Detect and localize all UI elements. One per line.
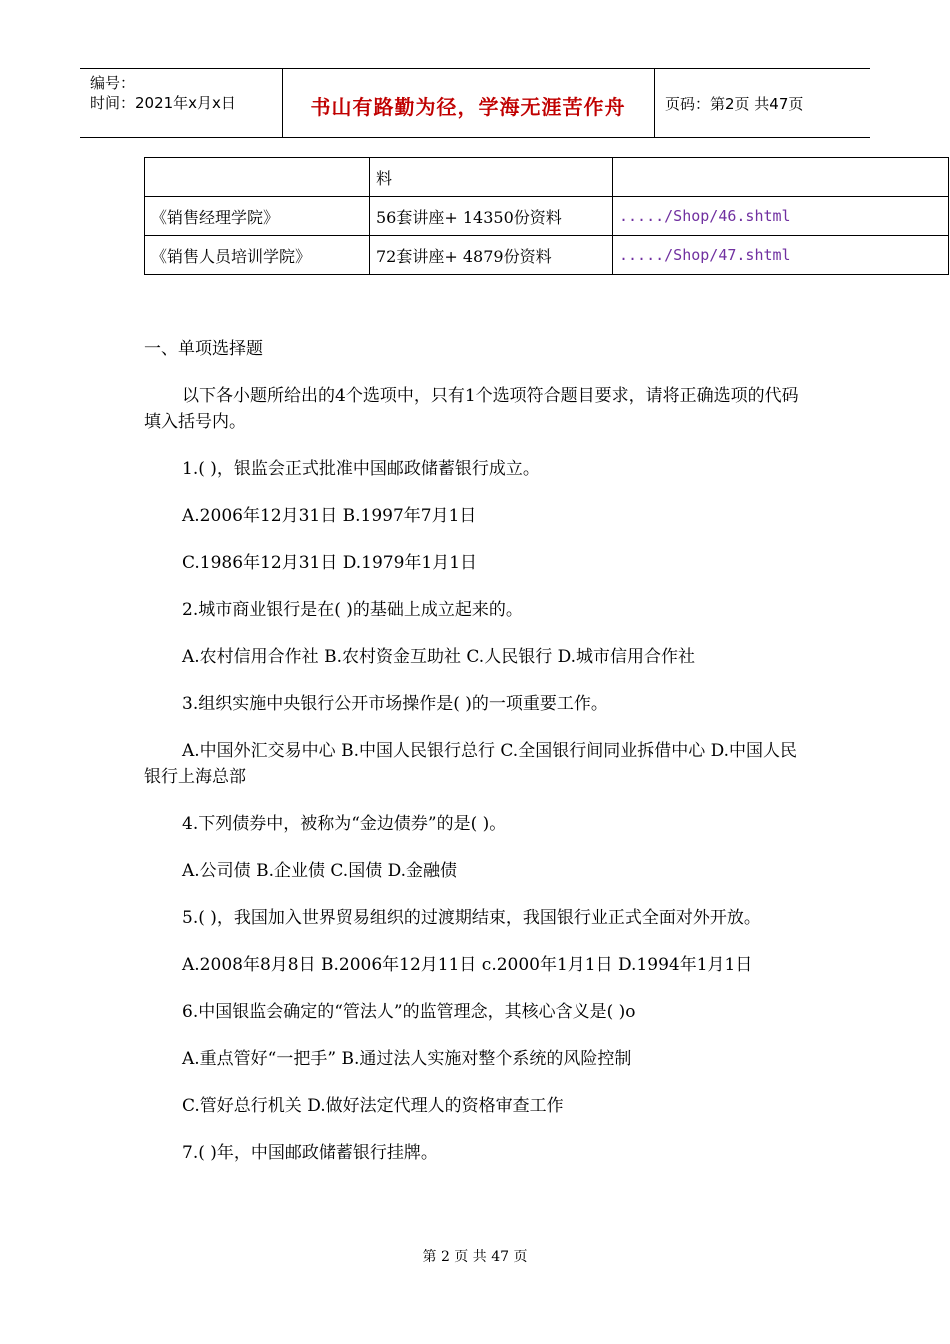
question-line: A.重点管好“一把手” B.通过法人实施对整个系统的风险控制: [182, 1049, 632, 1069]
resource-table: [144, 157, 949, 275]
resource-content: 料: [370, 158, 613, 197]
question-line: A.2006年12月31日 B.1997年7月1日: [182, 506, 477, 526]
question-line: 7.( )年，中国邮政储蓄银行挂牌。: [182, 1143, 438, 1163]
page-header: [80, 68, 870, 138]
resource-content: 72套讲座+ 4879份资料: [370, 236, 613, 275]
question-line: C.管好总行机关 D.做好法定代理人的资格审查工作: [182, 1096, 564, 1116]
question-line: A.中国外汇交易中心 B.中国人民银行总行 C.全国银行间同业拆借中心 D.中国人民银行上海总部: [144, 741, 798, 787]
header-page-info: 页码：第2页 共47页: [665, 95, 804, 113]
resource-link[interactable]: [613, 158, 949, 197]
header-meta: [90, 73, 236, 113]
page-footer: 第 2 页 共 47 页: [422, 1249, 528, 1265]
resource-link[interactable]: ...../Shop/47.shtml: [613, 236, 949, 275]
resource-content: 56套讲座+ 14350份资料: [370, 197, 613, 236]
resource-name: 《销售经理学院》: [145, 197, 370, 236]
question-line: C.1986年12月31日 D.1979年1月1日: [182, 553, 478, 573]
question-line: 1.( )，银监会正式批准中国邮政储蓄银行成立。: [182, 459, 540, 479]
section-intro: 以下各小题所给出的4个选项中，只有1个选项符合题目要求，请将正确选项的代码填入括号内。: [144, 386, 799, 432]
header-motto: 书山有路勤为径，学海无涯苦作舟: [310, 95, 626, 119]
resource-name: 《销售人员培训学院》: [145, 236, 370, 275]
question-line: 6.中国银监会确定的“管法人”的监管理念，其核心含义是( )o: [182, 1002, 636, 1022]
table-row: [145, 197, 949, 236]
table-row: [145, 236, 949, 275]
time-label: 时间：2021年x月x日: [90, 94, 236, 112]
table-row: [145, 158, 949, 197]
question-line: A.公司债 B.企业债 C.国债 D.金融债: [182, 861, 458, 881]
question-line: 4.下列债券中，被称为“金边债券”的是( )。: [182, 814, 507, 834]
question-line: 5.( )，我国加入世界贸易组织的过渡期结束，我国银行业正式全面对外开放。: [182, 908, 761, 928]
resource-link[interactable]: ...../Shop/46.shtml: [613, 197, 949, 236]
question-section: [144, 336, 809, 1187]
resource-name: [145, 158, 370, 197]
header-divider: [654, 69, 655, 137]
question-line: 3.组织实施中央银行公开市场操作是( )的一项重要工作。: [182, 694, 608, 714]
question-line: 2.城市商业银行是在( )的基础上成立起来的。: [182, 600, 523, 620]
question-line: A.农村信用合作社 B.农村资金互助社 C.人民银行 D.城市信用合作社: [182, 647, 696, 667]
question-line: A.2008年8月8日 B.2006年12月11日 c.2000年1月1日 D.1994年1月1日: [182, 955, 753, 975]
section-title: 一、单项选择题: [144, 339, 263, 359]
number-label: 编号：: [90, 74, 136, 92]
